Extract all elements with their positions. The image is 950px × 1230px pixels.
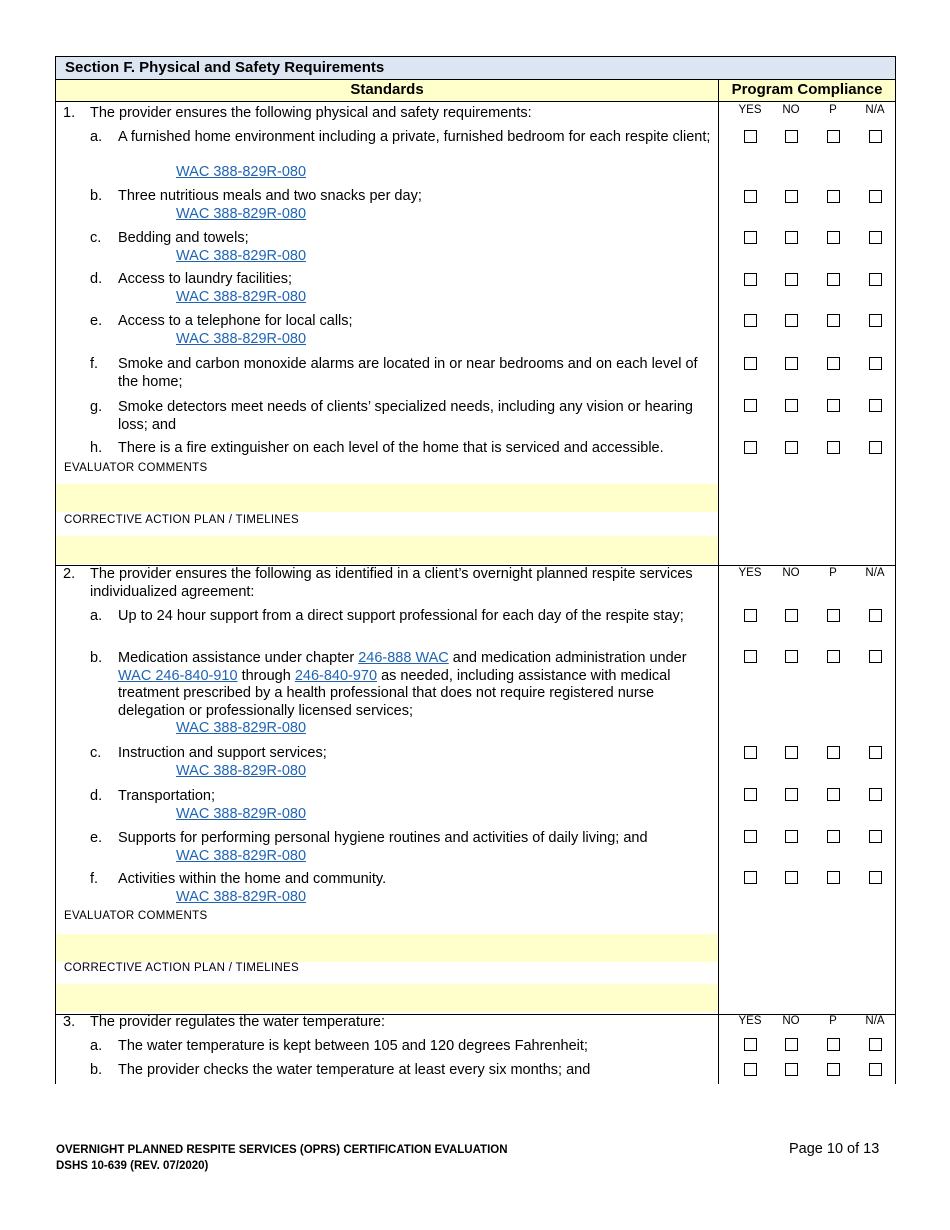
- item-2-number: 2.: [63, 566, 76, 582]
- item-1a-yes-checkbox[interactable]: [744, 130, 757, 143]
- footer-form-number: DSHS 10-639 (REV. 07/2020): [56, 1160, 209, 1172]
- item-2a-p-checkbox[interactable]: [827, 609, 840, 622]
- item-1h-letter: h.: [90, 440, 103, 456]
- item-2a-na-checkbox[interactable]: [869, 609, 882, 622]
- item-1h-yes-checkbox[interactable]: [744, 441, 757, 454]
- item-1e-na-checkbox[interactable]: [869, 314, 882, 327]
- item-1d-text: Access to laundry facilities;: [118, 271, 293, 287]
- item-3-col-no: NO: [782, 1015, 800, 1027]
- item-1a-na-checkbox[interactable]: [869, 130, 882, 143]
- item-1e-p-checkbox[interactable]: [827, 314, 840, 327]
- item-1d-p-checkbox[interactable]: [827, 273, 840, 286]
- section-title-bar: [56, 57, 895, 79]
- item-1f-p-checkbox[interactable]: [827, 357, 840, 370]
- item-1h-na-checkbox[interactable]: [869, 441, 882, 454]
- item-2d-no-checkbox[interactable]: [785, 788, 798, 801]
- item-2b-text-part4: as needed, including assistance with medical treatment prescribed by a health professional that does not require registered nurse delegation or professionally licensed services;: [118, 667, 671, 719]
- section-title: Section F. Physical and Safety Requirements: [65, 59, 385, 76]
- item-2e-letter: e.: [90, 830, 103, 846]
- item-1b-yes-checkbox[interactable]: [744, 190, 757, 203]
- item-1-evaluator-comments-label: EVALUATOR COMMENTS: [64, 462, 208, 474]
- item-1g-yes-checkbox[interactable]: [744, 399, 757, 412]
- item-1c-yes-checkbox[interactable]: [744, 231, 757, 244]
- item-2b-text: [118, 650, 714, 720]
- item-2c-yes-checkbox[interactable]: [744, 746, 757, 759]
- item-3-col-na: N/A: [865, 1015, 885, 1027]
- item-1e-wac-link[interactable]: WAC 388-829R-080: [176, 331, 307, 347]
- item-2a-yes-checkbox[interactable]: [744, 609, 757, 622]
- item-3b-text: The provider checks the water temperature at least every six months; and: [118, 1062, 591, 1078]
- item-2c-p-checkbox[interactable]: [827, 746, 840, 759]
- section-f-form: [55, 56, 896, 1084]
- item-1b-wac-link[interactable]: WAC 388-829R-080: [176, 206, 307, 222]
- item-3a-text: The water temperature is kept between 105 and 120 degrees Fahrenheit;: [118, 1038, 588, 1054]
- item-1f-text: Smoke and carbon monoxide alarms are located in or near bedrooms and on each level of the home;: [118, 356, 698, 390]
- item-2a-no-checkbox[interactable]: [785, 609, 798, 622]
- item-1d-na-checkbox[interactable]: [869, 273, 882, 286]
- item-2e-na-checkbox[interactable]: [869, 830, 882, 843]
- item-1e-yes-checkbox[interactable]: [744, 314, 757, 327]
- item-2d-yes-checkbox[interactable]: [744, 788, 757, 801]
- item-1c-na-checkbox[interactable]: [869, 231, 882, 244]
- item-1a-text: A furnished home environment including a private, furnished bedroom for each respite client;: [118, 129, 711, 145]
- item-1-col-no: NO: [782, 104, 800, 116]
- item-2c-na-checkbox[interactable]: [869, 746, 882, 759]
- item-2d-na-checkbox[interactable]: [869, 788, 882, 801]
- item-1f-na-checkbox[interactable]: [869, 357, 882, 370]
- item-1h-p-checkbox[interactable]: [827, 441, 840, 454]
- item-1d-yes-checkbox[interactable]: [744, 273, 757, 286]
- item-2-evaluator-comments-label: EVALUATOR COMMENTS: [64, 910, 208, 922]
- item-1g-text: Smoke detectors meet needs of clients’ specialized needs, including any vision or hearing loss; and: [118, 399, 693, 433]
- item-1b-letter: b.: [90, 188, 103, 204]
- item-2-text: The provider ensures the following as identified in a client’s overnight planned respite services individualized agreement:: [90, 566, 693, 600]
- item-1g-p-checkbox[interactable]: [827, 399, 840, 412]
- item-2b-text-part3: through: [237, 667, 295, 684]
- item-1d-wac-link[interactable]: WAC 388-829R-080: [176, 289, 307, 305]
- item-1-evaluator-comments-field[interactable]: [56, 484, 718, 512]
- item-2a-text: Up to 24 hour support from a direct support professional for each day of the respite stay;: [118, 608, 684, 624]
- item-2-corrective-action-field[interactable]: [56, 984, 718, 1012]
- item-2d-letter: d.: [90, 788, 103, 804]
- item-3b-no-checkbox[interactable]: [785, 1063, 798, 1076]
- wac-246-840-910-link[interactable]: WAC 246-840-910: [118, 667, 238, 684]
- item-3-text: The provider regulates the water temperature:: [90, 1014, 385, 1030]
- item-1d-letter: d.: [90, 271, 103, 287]
- item-1b-p-checkbox[interactable]: [827, 190, 840, 203]
- item-2e-p-checkbox[interactable]: [827, 830, 840, 843]
- item-2-col-p: P: [829, 567, 837, 579]
- item-2f-no-checkbox[interactable]: [785, 871, 798, 884]
- item-2a-letter: a.: [90, 608, 103, 624]
- item-1g-no-checkbox[interactable]: [785, 399, 798, 412]
- item-2c-letter: c.: [90, 745, 102, 761]
- item-3-col-yes: YES: [738, 1015, 762, 1027]
- footer-form-info: [56, 1142, 508, 1174]
- item-3a-p-checkbox[interactable]: [827, 1038, 840, 1051]
- item-2f-na-checkbox[interactable]: [869, 871, 882, 884]
- item-1b-no-checkbox[interactable]: [785, 190, 798, 203]
- page-number: Page 10 of 13: [789, 1141, 880, 1157]
- item-2b-letter: b.: [90, 650, 103, 666]
- item-1f-letter: f.: [90, 356, 99, 372]
- item-2e-wac-link[interactable]: WAC 388-829R-080: [176, 848, 307, 864]
- item-1c-p-checkbox[interactable]: [827, 231, 840, 244]
- footer-title: OVERNIGHT PLANNED RESPITE SERVICES (OPRS) CERTIFICATION EVALUATION: [56, 1144, 508, 1156]
- item-3-col-p: P: [829, 1015, 837, 1027]
- item-1a-letter: a.: [90, 129, 103, 145]
- item-1-text: The provider ensures the following physical and safety requirements:: [90, 105, 532, 121]
- item-1b-text: Three nutritious meals and two snacks per day;: [118, 188, 422, 204]
- item-2f-text: Activities within the home and community.: [118, 871, 387, 887]
- item-1-col-p: P: [829, 104, 837, 116]
- item-1g-letter: g.: [90, 399, 103, 415]
- item-1g-na-checkbox[interactable]: [869, 399, 882, 412]
- item-2b-na-checkbox[interactable]: [869, 650, 882, 663]
- standards-header-label: Standards: [350, 81, 424, 98]
- compliance-header: [719, 80, 895, 101]
- item-2e-text: Supports for performing personal hygiene routines and activities of daily living; and: [118, 830, 648, 846]
- item-2-col-na: N/A: [865, 567, 885, 579]
- item-1a-no-checkbox[interactable]: [785, 130, 798, 143]
- item-1-corrective-action-label: CORRECTIVE ACTION PLAN / TIMELINES: [64, 514, 299, 526]
- item-1c-no-checkbox[interactable]: [785, 231, 798, 244]
- item-1-col-na: N/A: [865, 104, 885, 116]
- item-2c-no-checkbox[interactable]: [785, 746, 798, 759]
- item-2-col-no: NO: [782, 567, 800, 579]
- item-1c-text: Bedding and towels;: [118, 230, 249, 246]
- item-1a-p-checkbox[interactable]: [827, 130, 840, 143]
- item-2b-p-checkbox[interactable]: [827, 650, 840, 663]
- item-1h-text: There is a fire extinguisher on each level of the home that is serviced and accessible.: [118, 440, 664, 456]
- chapter-246-888-wac-link[interactable]: 246-888 WAC: [358, 650, 449, 666]
- item-2f-yes-checkbox[interactable]: [744, 871, 757, 884]
- item-1c-wac-link[interactable]: WAC 388-829R-080: [176, 248, 307, 264]
- wac-246-840-970-link[interactable]: 246-840-970: [294, 667, 378, 684]
- item-3-number: 3.: [63, 1014, 76, 1030]
- compliance-header-label: Program Compliance: [731, 81, 883, 98]
- item-2b-text-part1: Medication assistance under chapter: [118, 650, 359, 666]
- item-2e-yes-checkbox[interactable]: [744, 830, 757, 843]
- item-3b-letter: b.: [90, 1062, 103, 1078]
- item-2b-text-part2: and medication administration under: [448, 650, 687, 666]
- item-1c-letter: c.: [90, 230, 102, 246]
- item-1h-no-checkbox[interactable]: [785, 441, 798, 454]
- item-2f-wac-link[interactable]: WAC 388-829R-080: [176, 889, 307, 905]
- item-1-col-yes: YES: [738, 104, 762, 116]
- item-2d-p-checkbox[interactable]: [827, 788, 840, 801]
- item-2b-yes-checkbox[interactable]: [744, 650, 757, 663]
- item-2f-letter: f.: [90, 871, 99, 887]
- item-1f-no-checkbox[interactable]: [785, 357, 798, 370]
- item-3a-yes-checkbox[interactable]: [744, 1038, 757, 1051]
- standards-header: [56, 80, 718, 101]
- item-3b-yes-checkbox[interactable]: [744, 1063, 757, 1076]
- item-3b-p-checkbox[interactable]: [827, 1063, 840, 1076]
- item-2-col-yes: YES: [738, 567, 762, 579]
- item-3b-na-checkbox[interactable]: [869, 1063, 882, 1076]
- item-2b-wac-link[interactable]: WAC 388-829R-080: [176, 720, 307, 736]
- item-1-number: 1.: [63, 105, 76, 121]
- item-2f-p-checkbox[interactable]: [827, 871, 840, 884]
- item-1-corrective-action-field[interactable]: [56, 536, 718, 564]
- item-2b-no-checkbox[interactable]: [785, 650, 798, 663]
- item-2d-wac-link[interactable]: WAC 388-829R-080: [176, 806, 307, 822]
- item-2e-no-checkbox[interactable]: [785, 830, 798, 843]
- item-3a-no-checkbox[interactable]: [785, 1038, 798, 1051]
- item-1e-text: Access to a telephone for local calls;: [118, 313, 353, 329]
- item-1e-letter: e.: [90, 313, 103, 329]
- item-1b-na-checkbox[interactable]: [869, 190, 882, 203]
- item-1a-wac-link[interactable]: WAC 388-829R-080: [176, 164, 307, 180]
- item-1d-no-checkbox[interactable]: [785, 273, 798, 286]
- item-2d-text: Transportation;: [118, 788, 215, 804]
- item-1f-yes-checkbox[interactable]: [744, 357, 757, 370]
- item-1e-no-checkbox[interactable]: [785, 314, 798, 327]
- item-2c-wac-link[interactable]: WAC 388-829R-080: [176, 763, 307, 779]
- item-2-evaluator-comments-field[interactable]: [56, 934, 718, 962]
- item-2-corrective-action-label: CORRECTIVE ACTION PLAN / TIMELINES: [64, 962, 299, 974]
- item-3a-na-checkbox[interactable]: [869, 1038, 882, 1051]
- item-3a-letter: a.: [90, 1038, 103, 1054]
- item-2c-text: Instruction and support services;: [118, 745, 327, 761]
